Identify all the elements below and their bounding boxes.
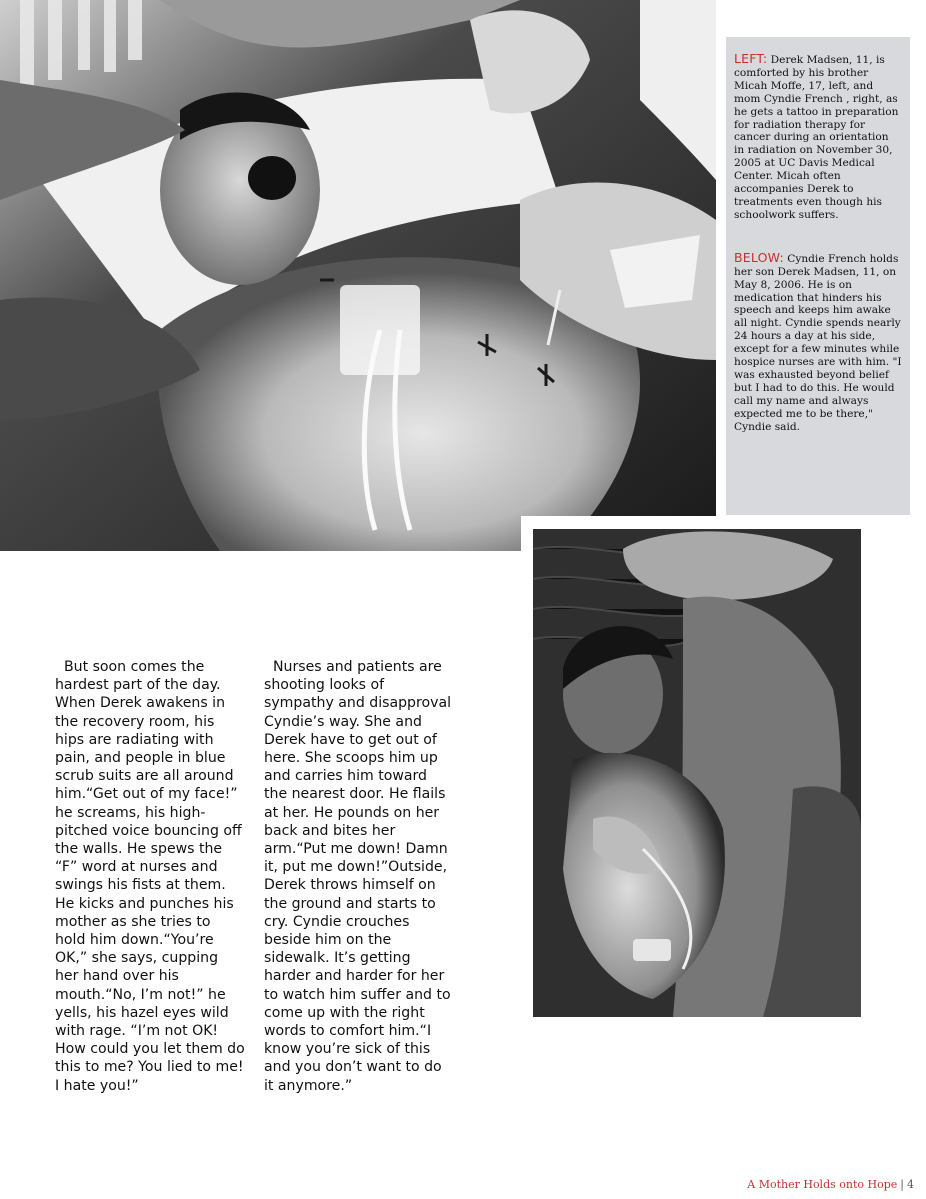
- caption-left-label: LEFT:: [734, 51, 768, 66]
- caption-box: [726, 37, 910, 515]
- footer-title: A Mother Holds onto Hope: [747, 1178, 898, 1191]
- page-footer: [747, 1178, 914, 1191]
- article-column-2: Nurses and patients are shooting looks of sympathy and disapproval Cyndie’s way. She and Derek have to get out of here. She scoops him up and carries him toward the nearest door. He flails at her. He pounds on her back and bites her arm.“Put me down! Damn it, put me down!”Outside, Derek throws himself on the ground and starts to cry. Cyndie crouches beside him on the sidewalk. It’s getting harder and harder for her to watch him suffer and to come up with the right words to comfort him.“I know you’re sick of this and you don’t want to do it anymore.”: [264, 659, 456, 1094]
- caption-below-label: BELOW:: [734, 249, 784, 265]
- caption-left: [734, 53, 902, 222]
- photo-mother-holding-son: [533, 529, 861, 1017]
- caption-left-text: Derek Madsen, 11, is comforted by his brother Micah Moffe, 17, left, and mom Cyndie French , right, as he gets a tattoo in preparation for radiation therapy for cancer during an orientation in radiation on November 30, 2005 at UC Davis Medical Center. Micah often accompanies Derek to treatments even though his schoolwork suffers.: [734, 54, 899, 221]
- caption-below-text: Cyndie French holds her son Derek Madsen, 11, on May 8, 2006. He is on medication that hinders his speech and keeps him awake all night. Cyndie spends nearly 24 hours a day at his side, except for a few minutes while hospice nurses are with him. "I was exhausted beyond belief but I had to do this. He would call my name and always expected me to be there," Cyndie said.: [734, 252, 902, 433]
- article-column-1: But soon comes the hardest part of the day. When Derek awakens in the recovery room, his hips are radiating with pain, and people in blue scrub suits are all around him.“Get out of my face!” he screams, his high-pitched voice bouncing off the walls. He spews the “F” word at nurses and swings his fists at them. He kicks and punches his mother as she tries to hold him down.“You’re OK,” she says, cupping her hand over his mouth.“No, I’m not!” he yells, his hazel eyes wild with rage. “I’m not OK! How could you let them do this to me? You lied to me! I hate you!”: [55, 659, 250, 1094]
- photo-radiation-tattoo: [0, 0, 716, 551]
- caption-below: [734, 249, 902, 434]
- footer-separator: |: [900, 1178, 904, 1191]
- page-number: 4: [907, 1178, 914, 1191]
